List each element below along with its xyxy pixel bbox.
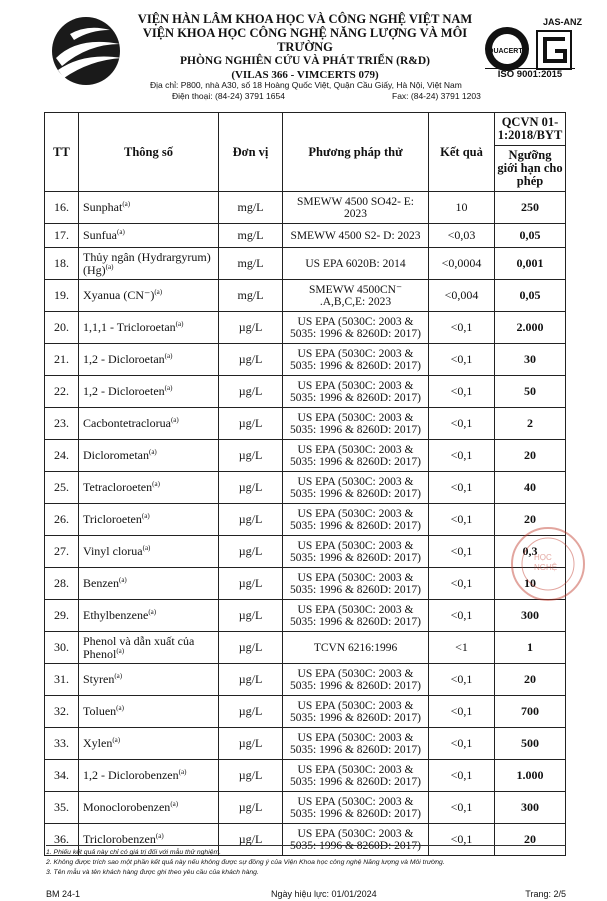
param-name <box>79 376 219 408</box>
table-row <box>45 792 566 824</box>
result-cell: <0,1 <box>429 664 495 696</box>
method-line1: US EPA (5030C: 2003 & <box>297 667 414 680</box>
unit-cell: µg/L <box>219 632 283 664</box>
form-code: BM 24-1 <box>46 889 81 899</box>
header-limit-threshold: Ngưỡng giới hạn cho phép <box>497 148 563 188</box>
svg-text:NGHỆ: NGHỆ <box>534 563 558 572</box>
table-row <box>45 696 566 728</box>
param-name-text: Diclorometan <box>83 448 149 462</box>
result-cell: <0,1 <box>429 728 495 760</box>
accreditation-mark: (a) <box>116 646 125 655</box>
method-cell <box>283 248 429 280</box>
unit-cell: mg/L <box>219 280 283 312</box>
result-cell: <0,1 <box>429 536 495 568</box>
method-line2: .A,B,C,E: 2023 <box>319 295 392 308</box>
accreditation-mark: (a) <box>142 544 151 552</box>
method-line1: US EPA (5030C: 2003 & <box>297 443 414 456</box>
accreditation-mark: (a) <box>152 480 160 488</box>
limit-cell: 0,05 <box>495 224 566 248</box>
table-row <box>45 568 566 600</box>
row-number: 24. <box>45 440 79 472</box>
unit-cell: µg/L <box>219 600 283 632</box>
method-cell <box>283 280 429 312</box>
table-row <box>45 728 566 760</box>
limit-cell: 20 <box>495 664 566 696</box>
method-line1: US EPA (5030C: 2003 & <box>297 539 414 552</box>
method-cell <box>283 312 429 344</box>
footnotes <box>46 845 566 878</box>
limit-cell: 250 <box>495 192 566 224</box>
footnote-3: 3. Tên mẫu và tên khách hàng được ghi theo yêu cầu của khách hàng. <box>46 869 259 876</box>
result-cell: <0,1 <box>429 792 495 824</box>
param-name-text: 1,1,1 - Tricloroetan <box>83 320 176 334</box>
method-line1: US EPA 6020B: 2014 <box>305 257 406 270</box>
param-name <box>79 344 219 376</box>
table-row <box>45 504 566 536</box>
result-cell: <0,1 <box>429 376 495 408</box>
param-name <box>79 664 219 696</box>
param-name <box>79 472 219 504</box>
cert-top-text: JAS-ANZ <box>543 17 583 27</box>
method-line2: 5035: 1996 & 8260D: 2017) <box>290 743 421 756</box>
seal-stamp-icon <box>504 514 584 614</box>
param-name-text: Xylen <box>83 736 113 750</box>
unit-cell: µg/L <box>219 728 283 760</box>
fax-text: Fax: (84-24) 3791 1203 <box>392 91 481 101</box>
unit-cell: mg/L <box>219 248 283 280</box>
result-cell: <0,1 <box>429 312 495 344</box>
method-cell <box>283 440 429 472</box>
method-line2: 5035: 1996 & 8260D: 2017) <box>290 775 421 788</box>
param-name-text: Phenol và dẫn xuất của Phenol <box>83 633 195 661</box>
organization-block <box>130 12 480 82</box>
accreditation-mark: (a) <box>118 576 127 584</box>
footnote-1: 1. Phiếu kết quả này chỉ có giá trị đối với mẫu thử nghiệm. <box>46 849 222 856</box>
result-cell: <0,1 <box>429 440 495 472</box>
result-cell: <0,1 <box>429 568 495 600</box>
param-name-text: Ethylbenzene <box>83 608 149 622</box>
cert-name-text: QUACERT <box>488 48 523 55</box>
param-name-text: Tricloroeten <box>83 512 142 526</box>
table-row <box>45 192 566 224</box>
limit-cell: 10 <box>495 568 566 600</box>
result-cell: <0,004 <box>429 280 495 312</box>
method-line1: SMEWW 4500 SO42- E: <box>296 195 415 208</box>
phone-text: Điện thoại: (84-24) 3791 1654 <box>172 91 285 101</box>
svg-text:HỌC: HỌC <box>534 553 552 562</box>
param-name-text: Styren <box>83 672 115 686</box>
accreditation-mark: (a) <box>117 228 125 236</box>
accreditation-mark: (a) <box>178 768 187 776</box>
limit-cell: 300 <box>495 600 566 632</box>
results-table <box>44 112 566 856</box>
param-name-text: Cacbontetraclorua <box>83 416 171 430</box>
result-cell: <0,1 <box>429 824 495 856</box>
accreditation-mark: (a) <box>122 200 131 208</box>
org-line4: (VILAS 366 - VIMCERTS 079) <box>231 69 379 81</box>
header-limit <box>495 113 566 192</box>
method-cell <box>283 344 429 376</box>
row-number: 16. <box>45 192 79 224</box>
method-line2: 5035: 1996 & 8260D: 2017) <box>290 839 421 852</box>
param-name-text: Thủy ngân (Hydrargyrum) (Hg) <box>83 249 211 277</box>
method-line2: 5035: 1996 & 8260D: 2017) <box>290 711 421 724</box>
limit-cell: 700 <box>495 696 566 728</box>
param-name-text: Tetracloroeten <box>83 480 153 494</box>
row-number: 17. <box>45 224 79 248</box>
param-name-text: Triclorobenzen <box>83 832 156 846</box>
header-result: Kết quả <box>429 113 495 192</box>
method-line2: 5035: 1996 & 8260D: 2017) <box>290 455 421 468</box>
row-number: 19. <box>45 280 79 312</box>
method-line1: US EPA (5030C: 2003 & <box>297 827 414 840</box>
method-line1: US EPA (5030C: 2003 & <box>297 347 414 360</box>
param-name <box>79 696 219 728</box>
result-cell: <0,03 <box>429 224 495 248</box>
method-cell <box>283 504 429 536</box>
row-number: 23. <box>45 408 79 440</box>
table-row <box>45 280 566 312</box>
param-name-text: Vinyl clorua <box>83 544 143 558</box>
row-number: 27. <box>45 536 79 568</box>
param-name-text: Xyanua (CN⁻) <box>83 288 155 302</box>
method-line1: SMEWW 4500 S2- D: 2023 <box>290 229 421 242</box>
method-line1: US EPA (5030C: 2003 & <box>297 731 414 744</box>
org-line2: VIỆN KHOA HỌC CÔNG NGHỆ NĂNG LƯỢNG VÀ MÔI TRƯỜNG <box>142 26 468 54</box>
accreditation-mark: (a) <box>114 672 123 680</box>
param-name <box>79 728 219 760</box>
method-line1: US EPA (5030C: 2003 & <box>297 795 414 808</box>
method-line1: US EPA (5030C: 2003 & <box>297 571 414 584</box>
param-name-text: Toluen <box>83 704 117 718</box>
org-line1: VIỆN HÀN LÂM KHOA HỌC VÀ CÔNG NGHỆ VIỆT NAM <box>137 12 473 26</box>
header-limit-standard: QCVN 01-1:2018/BYT <box>495 113 565 146</box>
accreditation-mark: (a) <box>170 416 179 424</box>
unit-cell: µg/L <box>219 664 283 696</box>
limit-cell: 300 <box>495 792 566 824</box>
unit-cell: µg/L <box>219 344 283 376</box>
limit-cell: 2.000 <box>495 312 566 344</box>
accreditation-mark: (a) <box>112 736 121 744</box>
param-name-text: Sunfua <box>83 228 117 242</box>
accreditation-mark: (a) <box>154 288 163 296</box>
limit-cell: 30 <box>495 344 566 376</box>
result-cell: <0,1 <box>429 344 495 376</box>
result-cell: <0,0004 <box>429 248 495 280</box>
row-number: 35. <box>45 792 79 824</box>
method-line1: TCVN 6216:1996 <box>313 641 398 654</box>
row-number: 20. <box>45 312 79 344</box>
method-cell <box>283 664 429 696</box>
unit-cell: µg/L <box>219 312 283 344</box>
iso-label: ISO 9001:2015 <box>485 68 575 80</box>
row-number: 30. <box>45 632 79 664</box>
table-row <box>45 376 566 408</box>
limit-cell: 50 <box>495 376 566 408</box>
result-cell: <0,1 <box>429 696 495 728</box>
page-number: Trang: 2/5 <box>525 889 566 899</box>
header-tt: TT <box>45 113 79 192</box>
unit-cell: µg/L <box>219 408 283 440</box>
table-row <box>45 536 566 568</box>
limit-cell: 0,001 <box>495 248 566 280</box>
result-cell: <1 <box>429 632 495 664</box>
issue-date: Ngày hiệu lực: 01/01/2024 <box>271 889 377 899</box>
org-line3: PHÒNG NGHIÊN CỨU VÀ PHÁT TRIỂN (R&D) <box>179 55 431 67</box>
unit-cell: µg/L <box>219 536 283 568</box>
document-header <box>0 0 607 108</box>
param-name <box>79 632 219 664</box>
method-line1: US EPA (5030C: 2003 & <box>297 475 414 488</box>
header-method: Phương pháp thử <box>283 113 429 192</box>
method-line2: 5035: 1996 & 8260D: 2017) <box>290 615 421 628</box>
param-name <box>79 504 219 536</box>
limit-cell: 40 <box>495 472 566 504</box>
result-cell: <0,1 <box>429 504 495 536</box>
limit-cell: 2 <box>495 408 566 440</box>
limit-cell: 500 <box>495 728 566 760</box>
method-cell <box>283 376 429 408</box>
limit-cell: 20 <box>495 824 566 856</box>
unit-cell: µg/L <box>219 792 283 824</box>
limit-cell: 20 <box>495 440 566 472</box>
method-cell <box>283 568 429 600</box>
param-name <box>79 568 219 600</box>
method-line2: 5035: 1996 & 8260D: 2017) <box>290 487 421 500</box>
method-cell <box>283 408 429 440</box>
method-cell <box>283 760 429 792</box>
method-cell <box>283 792 429 824</box>
method-line1: US EPA (5030C: 2003 & <box>297 411 414 424</box>
method-line1: US EPA (5030C: 2003 & <box>297 763 414 776</box>
param-name <box>79 280 219 312</box>
accreditation-mark: (a) <box>155 832 164 840</box>
param-name-text: Monoclorobenzen <box>83 800 171 814</box>
limit-cell: 0,05 <box>495 280 566 312</box>
accreditation-mark: (a) <box>164 352 173 360</box>
row-number: 26. <box>45 504 79 536</box>
table-row <box>45 408 566 440</box>
table-row <box>45 632 566 664</box>
table-row <box>45 248 566 280</box>
method-line2: 5035: 1996 & 8260D: 2017) <box>290 807 421 820</box>
row-number: 33. <box>45 728 79 760</box>
method-cell <box>283 472 429 504</box>
param-name-text: Sunphat <box>83 200 123 214</box>
method-line2: 5035: 1996 & 8260D: 2017) <box>290 391 421 404</box>
accreditation-mark: (a) <box>116 704 124 712</box>
param-name <box>79 600 219 632</box>
row-number: 31. <box>45 664 79 696</box>
unit-cell: µg/L <box>219 376 283 408</box>
table-row <box>45 472 566 504</box>
table-row <box>45 224 566 248</box>
row-number: 18. <box>45 248 79 280</box>
method-line2: 5035: 1996 & 8260D: 2017) <box>290 679 421 692</box>
table-row <box>45 760 566 792</box>
param-name <box>79 536 219 568</box>
table-header-row <box>45 113 566 192</box>
accreditation-mark: (a) <box>170 800 179 808</box>
method-line2: 5035: 1996 & 8260D: 2017) <box>290 551 421 564</box>
param-name <box>79 760 219 792</box>
row-number: 25. <box>45 472 79 504</box>
param-name <box>79 192 219 224</box>
row-number: 28. <box>45 568 79 600</box>
result-cell: 10 <box>429 192 495 224</box>
header-unit: Đơn vị <box>219 113 283 192</box>
method-cell <box>283 696 429 728</box>
method-cell <box>283 600 429 632</box>
accreditation-mark: (a) <box>148 608 157 616</box>
param-name <box>79 224 219 248</box>
accreditation-mark: (a) <box>105 262 114 271</box>
result-cell: <0,1 <box>429 600 495 632</box>
method-line1: SMEWW 4500CN⁻ <box>308 283 403 296</box>
unit-cell: µg/L <box>219 504 283 536</box>
unit-cell: mg/L <box>219 224 283 248</box>
method-line2: 5035: 1996 & 8260D: 2017) <box>290 423 421 436</box>
result-cell: <0,1 <box>429 472 495 504</box>
accreditation-mark: (a) <box>141 512 150 520</box>
limit-cell: 1.000 <box>495 760 566 792</box>
unit-cell: mg/L <box>219 192 283 224</box>
param-name <box>79 792 219 824</box>
result-cell: <0,1 <box>429 408 495 440</box>
contact-info <box>150 80 481 102</box>
param-name-text: 1,2 - Dicloroeten <box>83 384 165 398</box>
method-line1: US EPA (5030C: 2003 & <box>297 507 414 520</box>
unit-cell: µg/L <box>219 696 283 728</box>
unit-cell: µg/L <box>219 824 283 856</box>
limit-cell: 20 <box>495 504 566 536</box>
method-line2: 2023 <box>344 207 367 220</box>
param-name-text: Benzen <box>83 576 119 590</box>
method-line2: 5035: 1996 & 8260D: 2017) <box>290 583 421 596</box>
param-name-text: 1,2 - Diclorobenzen <box>83 768 179 782</box>
method-line2: 5035: 1996 & 8260D: 2017) <box>290 359 421 372</box>
method-cell <box>283 224 429 248</box>
row-number: 21. <box>45 344 79 376</box>
limit-cell: 1 <box>495 632 566 664</box>
table-row <box>45 312 566 344</box>
param-name <box>79 248 219 280</box>
method-line1: US EPA (5030C: 2003 & <box>297 603 414 616</box>
header-param: Thông số <box>79 113 219 192</box>
method-cell <box>283 632 429 664</box>
method-cell <box>283 728 429 760</box>
unit-cell: µg/L <box>219 440 283 472</box>
result-cell: <0,1 <box>429 760 495 792</box>
row-number: 29. <box>45 600 79 632</box>
institute-logo-icon <box>48 14 130 88</box>
table-row <box>45 664 566 696</box>
param-name <box>79 440 219 472</box>
accreditation-mark: (a) <box>175 320 184 328</box>
unit-cell: µg/L <box>219 472 283 504</box>
row-number: 34. <box>45 760 79 792</box>
method-cell <box>283 536 429 568</box>
method-line2: 5035: 1996 & 8260D: 2017) <box>290 327 421 340</box>
method-line2: 5035: 1996 & 8260D: 2017) <box>290 519 421 532</box>
unit-cell: µg/L <box>219 760 283 792</box>
table-row <box>45 600 566 632</box>
method-line1: US EPA (5030C: 2003 & <box>297 699 414 712</box>
accreditation-mark: (a) <box>148 448 157 456</box>
method-line1: US EPA (5030C: 2003 & <box>297 315 414 328</box>
table-row <box>45 344 566 376</box>
method-cell <box>283 192 429 224</box>
footnote-2: 2. Không được trích sao một phần kết quả này nếu không được sự đồng ý của Viện Khoa học công nghệ Năng lượng và Môi trường. <box>46 859 445 866</box>
param-name <box>79 408 219 440</box>
method-line1: US EPA (5030C: 2003 & <box>297 379 414 392</box>
table-row <box>45 440 566 472</box>
param-name <box>79 312 219 344</box>
row-number: 32. <box>45 696 79 728</box>
unit-cell: µg/L <box>219 568 283 600</box>
row-number: 22. <box>45 376 79 408</box>
row-number: 36. <box>45 824 79 856</box>
address-text: Địa chỉ: P800, nhà A30, số 18 Hoàng Quốc Việt, Quận Cầu Giấy, Hà Nội, Việt Nam <box>150 80 462 90</box>
accreditation-mark: (a) <box>164 384 173 392</box>
param-name-text: 1,2 - Dicloroetan <box>83 352 165 366</box>
limit-cell: 0,3 <box>495 536 566 568</box>
